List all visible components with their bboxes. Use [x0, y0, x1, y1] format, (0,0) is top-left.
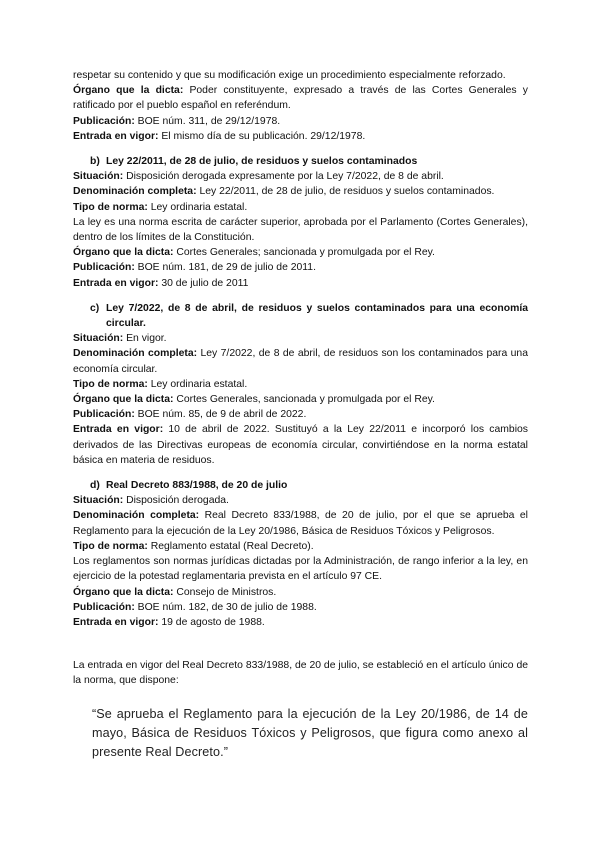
section-heading-b: [73, 154, 528, 169]
situacion-value: Disposición derogada.: [123, 495, 229, 507]
denominacion-value: Real Decreto 833/1988, de 20 de julio, por el que se aprueba el Reglamento para la ejecución de la Ley 20/1986, Básica de Residuos Tóxicos y Peligrosos.: [73, 510, 528, 537]
vigor-value: El mismo día de su publicación. 29/12/1978.: [158, 130, 366, 142]
situacion-line: [73, 331, 528, 346]
vigor-line: [73, 276, 528, 291]
intro-continuation: respetar su contenido y que su modificación exige un procedimiento especialmente reforzado.: [73, 70, 506, 81]
tipo-value: Ley ordinaria estatal.: [147, 201, 248, 213]
situacion-label: Situación:: [73, 333, 124, 345]
tipo-label: Tipo de norma:: [73, 378, 148, 390]
publicacion-value: BOE núm. 181, de 29 de julio de 2011.: [134, 262, 316, 274]
section-title: Real Decreto 883/1988, de 20 de julio: [106, 480, 288, 492]
vigor-line: [73, 422, 528, 468]
tipo-label: Tipo de norma:: [73, 201, 148, 213]
tipo-label: Tipo de norma:: [73, 540, 148, 552]
section-heading-d: [73, 478, 528, 493]
vigor-label: Entrada en vigor:: [73, 130, 159, 142]
denominacion-label: Denominación completa:: [73, 510, 200, 522]
publicacion-label: Publicación:: [73, 409, 135, 421]
vigor-value: 30 de julio de 2011: [158, 277, 249, 289]
denominacion-line: [73, 346, 528, 376]
organo-value: Cortes Generales; sancionada y promulgada por el Rey.: [173, 247, 435, 259]
section-heading-c: [73, 301, 528, 331]
organo-line: [73, 245, 528, 260]
vigor-value: 19 de agosto de 1988.: [158, 616, 265, 628]
organo-label: Órgano que la dicta:: [73, 586, 174, 598]
vigor-label: Entrada en vigor:: [73, 616, 159, 628]
denominacion-label: Denominación completa:: [73, 186, 197, 198]
tipo-value: Reglamento estatal (Real Decreto).: [147, 540, 314, 552]
intro-publicacion: [73, 114, 528, 129]
organo-label: Órgano que la dicta:: [73, 85, 184, 97]
extra-paragraph: La ley es una norma escrita de carácter superior, aprobada por el Parlamento (Cortes Generales), dentro de los límites de la Constitución.: [73, 216, 528, 244]
organo-line: [73, 392, 528, 407]
organo-line: [73, 585, 528, 600]
vigor-label: Entrada en vigor:: [73, 277, 159, 289]
publicacion-value: BOE núm. 85, de 9 de abril de 2022.: [134, 409, 307, 421]
publicacion-line: [73, 260, 528, 275]
publicacion-value: BOE núm. 311, de 29/12/1978.: [134, 115, 281, 127]
section-letter: c): [90, 302, 100, 314]
situacion-line: [73, 493, 528, 508]
quote-block: “Se aprueba el Reglamento para la ejecución de la Ley 20/1986, de 14 de mayo, Básica de Residuos Tóxicos y Peligrosos, que figura como anexo al presente Real Decreto.”: [92, 706, 528, 759]
tipo-value: Ley ordinaria estatal.: [147, 378, 248, 390]
organo-value: Consejo de Ministros.: [173, 586, 277, 598]
organo-label: Órgano que la dicta:: [73, 247, 174, 259]
denominacion-label: Denominación completa:: [73, 348, 198, 360]
vigor-line: [73, 615, 528, 630]
extra-paragraph: Los reglamentos son normas jurídicas dictadas por la Administración, de rango inferior a la ley, en ejercicio de la potestad reglamentaria prevista en el artículo 97 CE.: [73, 556, 528, 583]
publicacion-value: BOE núm. 182, de 30 de julio de 1988.: [134, 601, 317, 613]
closing-paragraph: La entrada en vigor del Real Decreto 833/1988, de 20 de julio, se estableció en el artículo único de la norma, que dispone:: [73, 660, 528, 687]
organo-value: Poder constituyente, expresado a través de las Cortes Generales y ratificado por el pueblo español en referéndum.: [73, 85, 528, 112]
organo-value: Cortes Generales, sancionada y promulgada por el Rey.: [173, 394, 435, 406]
tipo-line: [73, 200, 528, 215]
situacion-line: [73, 169, 528, 184]
publicacion-line: [73, 407, 528, 422]
situacion-label: Situación:: [73, 495, 124, 507]
situacion-value: Disposición derogada expresamente por la Ley 7/2022, de 8 de abril.: [123, 171, 444, 183]
section-title: Ley 22/2011, de 28 de julio, de residuos y suelos contaminados: [106, 156, 418, 168]
denominacion-line: [73, 508, 528, 538]
publicacion-label: Publicación:: [73, 115, 135, 127]
organo-label: Órgano que la dicta:: [73, 394, 174, 406]
section-title: Ley 7/2022, de 8 de abril, de residuos y suelos contaminados para una economía circular.: [106, 302, 528, 330]
document-page: [73, 68, 528, 762]
denominacion-line: [73, 184, 528, 199]
tipo-line: [73, 539, 528, 554]
vigor-label: Entrada en vigor:: [73, 424, 164, 436]
vigor-value: 10 de abril de 2022. Sustituyó a la Ley 22/2011 e incorporó los cambios derivados de las Directivas europeas de economía circular, convirtiéndose en la norma estatal básica en materia de residuos.: [73, 424, 528, 466]
section-letter: b): [90, 156, 100, 168]
tipo-line: [73, 377, 528, 392]
publicacion-label: Publicación:: [73, 262, 135, 274]
publicacion-label: Publicación:: [73, 601, 135, 613]
intro-organo: [73, 83, 528, 113]
denominacion-value: Ley 22/2011, de 28 de julio, de residuos y suelos contaminados.: [196, 186, 495, 198]
situacion-value: En vigor.: [123, 333, 167, 345]
section-letter: d): [90, 480, 100, 492]
situacion-label: Situación:: [73, 171, 124, 183]
denominacion-value: Ley 7/2022, de 8 de abril, de residuos son los contaminados para una economía circular.: [73, 348, 528, 375]
intro-vigor: [73, 129, 528, 144]
publicacion-line: [73, 600, 528, 615]
